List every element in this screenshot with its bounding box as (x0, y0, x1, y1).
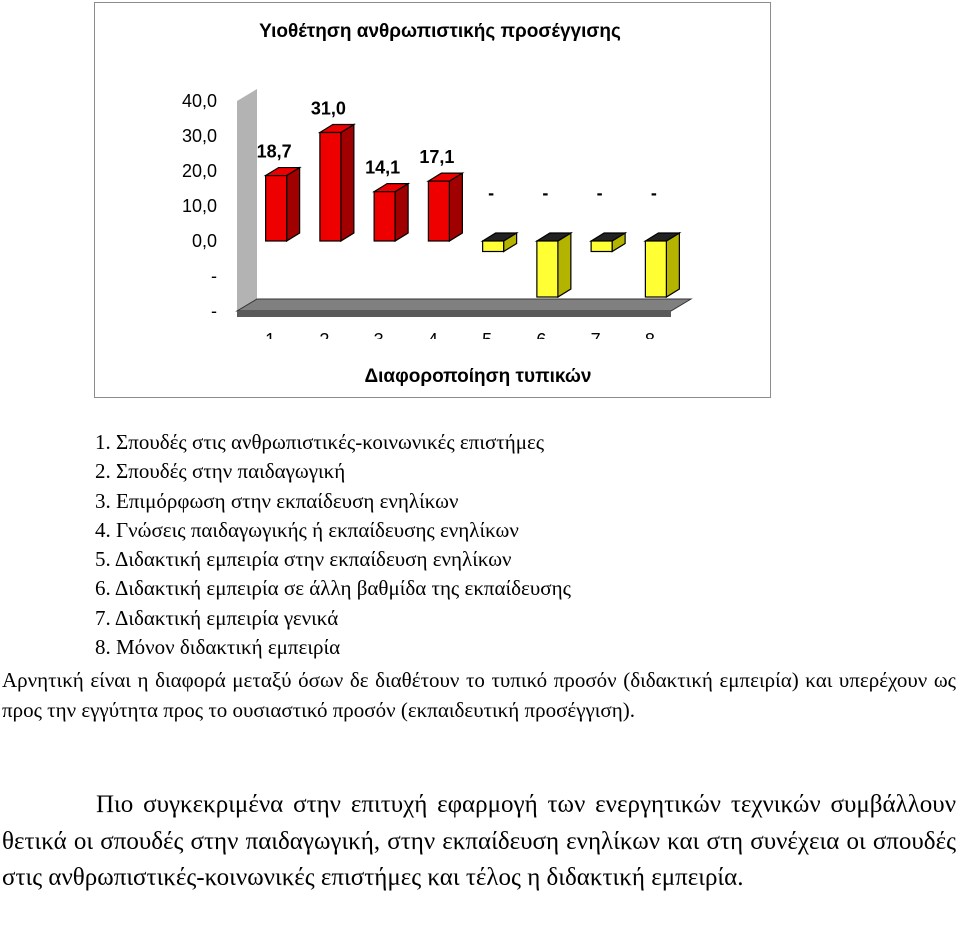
legend-item: 4. Γνώσεις παιδαγωγικής ή εκπαίδευσης ενηλίκων (95, 517, 519, 542)
chart-floor (237, 299, 691, 317)
bar-side (341, 125, 354, 242)
x-axis-label: Διαφοροποίηση τυπικών (364, 366, 592, 387)
legend-item: 2. Σπουδές στην παιδαγωγική (95, 459, 346, 484)
bar-front (320, 133, 341, 242)
data-label: - (542, 183, 549, 203)
bar (645, 233, 679, 297)
bar-side (395, 184, 408, 241)
bar-side (558, 233, 571, 297)
bar-side (449, 173, 462, 241)
bar-front (591, 241, 612, 252)
y-tick-label: 10,0 (181, 196, 217, 216)
y-tick-label: 30,0 (181, 126, 217, 146)
data-label: - (650, 183, 657, 203)
y-tick-label: 20,0 (181, 161, 217, 181)
bar-chart (95, 3, 772, 399)
legend-item: 7. Διδακτική εμπειρία γενικά (95, 605, 339, 630)
y-axis-ticks (182, 91, 217, 321)
bar (266, 168, 300, 241)
paragraph-conclusion: Πιο συγκεκριμένα στην επιτυχή εφαρμογή των ενεργητικών τεχνικών συμβάλλουν θετικά οι σπουδές στην παιδαγωγική, στην εκπαίδευση ενηλίκων και στη συνέχεια οι σπουδές στις ανθρωπιστικές-κοινωνικές επιστήμες και τέλος η διδακτική εμπειρία. (2, 791, 956, 891)
chart-title: Υιοθέτηση ανθρωπιστικής προσέγγισης (259, 21, 621, 42)
bar (320, 125, 354, 242)
y-tick-label: 40,0 (181, 91, 217, 111)
bar-side (666, 233, 679, 297)
y-tick-label: - (211, 301, 217, 321)
y-tick-label: 0,0 (191, 231, 217, 251)
x-axis-ticks (235, 330, 705, 355)
bar (537, 233, 571, 297)
x-tick-clip (235, 339, 705, 355)
bar-front (537, 241, 558, 297)
legend-item: 1. Σπουδές στις ανθρωπιστικές-κοινωνικές επιστήμες (95, 430, 545, 454)
data-label: - (596, 183, 603, 203)
category-legend (95, 428, 571, 662)
chart-area (94, 2, 771, 398)
data-label: 18,7 (256, 141, 292, 162)
legend-item: 5. Διδακτική εμπειρία στην εκπαίδευση ενηλίκων (95, 547, 512, 572)
legend-item: 6. Διδακτική εμπειρία σε άλλη βαθμίδα της εκπαίδευσης (95, 576, 571, 601)
data-label: 14,1 (365, 157, 401, 178)
bar-front (483, 241, 504, 252)
data-label: - (488, 183, 495, 203)
bar (428, 173, 462, 241)
bar-front (374, 192, 395, 241)
paragraph-negative-difference: Αρνητική είναι η διαφορά μεταξύ όσων δε διαθέτουν το τυπικό προσόν (διδακτική εμπειρία) και υπερέχουν ως προς την εγγύτητα προς το ουσιαστικό προσόν (εκπαιδευτική προσέγγιση). (2, 668, 956, 722)
legend-item: 3. Επιμόρφωση στην εκπαίδευση ενηλίκων (95, 488, 459, 513)
bar-front (266, 176, 287, 241)
data-label: 17,1 (419, 147, 455, 168)
chart-side-wall (237, 89, 257, 311)
bar-front (428, 181, 449, 241)
bar (374, 184, 408, 241)
y-tick-label: - (211, 266, 217, 286)
chart-floor-top (237, 299, 691, 311)
chart-floor-front (237, 311, 671, 317)
bar-front (645, 241, 666, 297)
data-label: 31,0 (310, 98, 346, 119)
legend-item: 8. Μόνον διδακτική εμπειρία (95, 635, 341, 660)
bar-side (287, 168, 300, 241)
